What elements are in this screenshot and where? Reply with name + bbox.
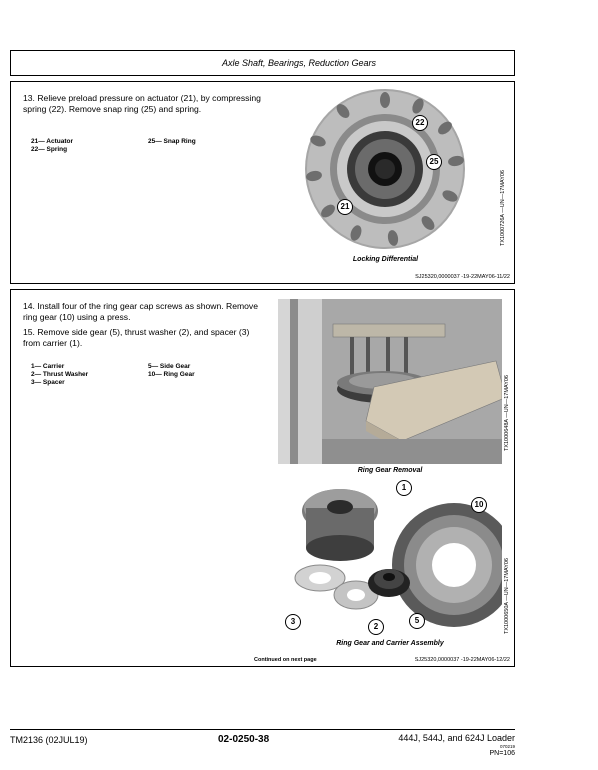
callout-1: 1 (396, 480, 412, 496)
legend-col-1 (31, 138, 73, 154)
legend-col-2 (148, 363, 195, 379)
legend-item: 25— Snap Ring (148, 138, 196, 145)
image-caption: Ring Gear Removal (357, 467, 423, 474)
reference-code: SJ25320,0000037 -19-22MAY06-12/22 (414, 657, 510, 663)
header-rule-top (10, 50, 515, 51)
step-14-text: 14. Install four of the ring gear cap screws as shown. Remove ring gear (10) using a press. (23, 301, 259, 322)
callout-21: 21 (337, 199, 353, 215)
legend-item: 2— Thrust Washer (31, 371, 89, 379)
callout-22: 22 (412, 115, 428, 131)
callout-25: 25 (426, 154, 442, 170)
legend-col-2 (148, 138, 196, 146)
legend-item: 21— Actuator (31, 138, 74, 145)
callout-2: 2 (368, 619, 384, 635)
legend-item: 5— Side Gear (148, 363, 191, 370)
reference-code: SJ25320,0000037 -19-22MAY06-11/22 (415, 274, 510, 280)
legend-item: 22— Spring (31, 146, 68, 154)
section-step-13 (10, 81, 515, 284)
ring-gear-removal-image (278, 299, 502, 464)
header-rule-bottom (10, 75, 515, 76)
callout-5: 5 (409, 613, 425, 629)
footer-rule (10, 729, 515, 730)
footer-page-number: PN=106 (489, 750, 515, 757)
legend-item: 1— Carrier (31, 363, 65, 370)
ring-gear-carrier-assembly-image (278, 480, 502, 638)
continued-note: Continued on next page (254, 657, 317, 663)
step-15-text: 15. Remove side gear (5), thrust washer (2), and spacer (3) from carrier (1). (23, 327, 250, 348)
step-13-text: 13. Relieve preload pressure on actuator (21), by compressing spring (22). Remove snap ring (25) and spring. (23, 93, 261, 114)
image-caption: Ring Gear and Carrier Assembly (336, 640, 444, 647)
footer-manual-id: TM2136 (02JUL19) (10, 735, 88, 745)
callout-10: 10 (471, 497, 487, 513)
image-id: TX1000650A —UN—17MAY06 (504, 558, 510, 635)
legend-item: 3— Spacer (31, 379, 65, 387)
section-steps-14-15 (10, 289, 515, 667)
locking-differential-image (298, 86, 473, 251)
image-id: TX1000726A —UN—17MAY06 (500, 170, 506, 247)
image-caption: Locking Differential (352, 256, 419, 263)
callout-3: 3 (285, 614, 301, 630)
legend-item: 10— Ring Gear (148, 371, 195, 379)
image-id: TX1000648A —UN—17MAY06 (504, 375, 510, 452)
page-header-title: Axle Shaft, Bearings, Reduction Gears (221, 58, 377, 68)
footer-page-code: 02-0250-38 (218, 734, 270, 745)
footer-product-title: 444J, 544J, and 624J Loader (398, 733, 515, 743)
legend-col-1 (31, 363, 88, 388)
footer-small-code: 070219 (499, 744, 515, 749)
